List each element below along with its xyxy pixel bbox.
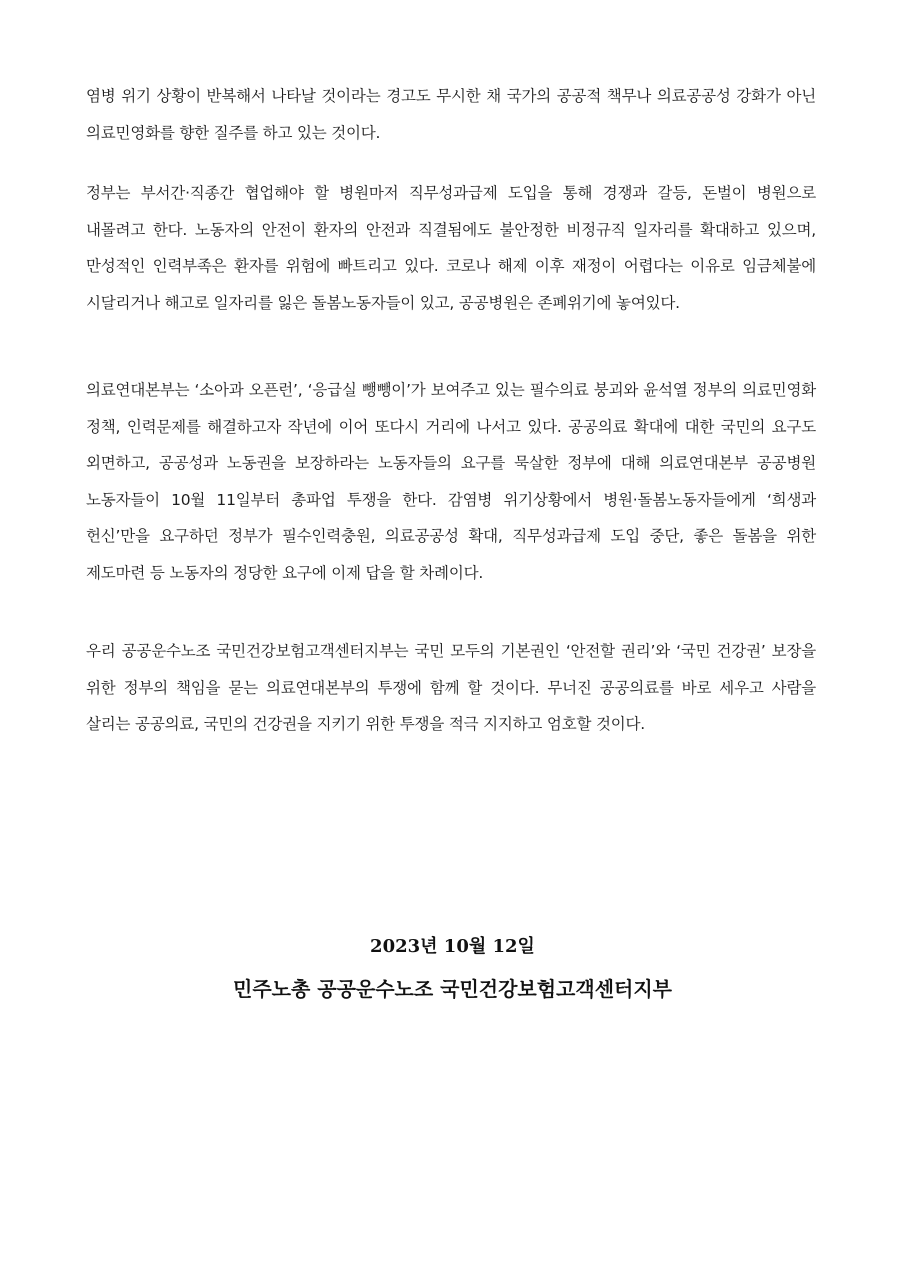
body-paragraph-2: 정부는 부서간·직종간 협업해야 할 병원마저 직무성과급제 도입을 통해 경쟁과 갈등, 돈벌이 병원으로 내몰려고 한다. 노동자의 안전이 환자의 안전과 직결됨에도 불안정한 비정규직 일자리를 확대하고 있으며, 만성적인 인력부족은 환자를 위험에 빠트리고 있다. 코로나 해제 이후 재정이 어렵다는 이유로 임금체불에 시달리거나 해고로 일자리를 잃은 돌봄노동자들이 있고, 공공병원은 존폐위기에 놓여있다. xyxy=(86,184,816,312)
signature-organization: 민주노총 공공운수노조 국민건강보험고객센터지부 xyxy=(233,977,672,1001)
body-paragraph-1: 염병 위기 상황이 반복해서 나타날 것이라는 경고도 무시한 채 국가의 공공적 책무나 의료공공성 강화가 아닌 의료민영화를 향한 질주를 하고 있는 것이다. xyxy=(86,87,816,142)
body-paragraph-4: 우리 공공운수노조 국민건강보험고객센터지부는 국민 모두의 기본권인 ‘안전할 권리’와 ‘국민 건강권’ 보장을 위한 정부의 책임을 묻는 의료연대본부의 투쟁에 함께 할 것이다. 무너진 공공의료를 바로 세우고 사람을 살리는 공공의료, 국민의 건강권을 지키기 위한 투쟁을 적극 지지하고 엄호할 것이다. xyxy=(86,642,816,733)
signature-date: 2023년 10월 12일 xyxy=(370,936,535,957)
body-paragraph-3: 의료연대본부는 ‘소아과 오픈런’, ‘응급실 뺑뺑이’가 보여주고 있는 필수의료 붕괴와 윤석열 정부의 의료민영화 정책, 인력문제를 해결하고자 작년에 이어 또다시 거리에 나서고 있다. 공공의료 확대에 대한 국민의 요구도 외면하고, 공공성과 노동권을 보장하라는 노동자들의 요구를 묵살한 정부에 대해 의료연대본부 공공병원 노동자들이 10월 11일부터 총파업 투쟁을 한다. 감염병 위기상황에서 병원·돌봄노동자들에게 ‘희생과 헌신’만을 요구하던 정부가 필수인력충원, 의료공공성 확대, 직무성과급제 도입 중단, 좋은 돌봄을 위한 제도마련 등 노동자의 정당한 요구에 이제 답을 할 차례이다. xyxy=(86,381,816,582)
